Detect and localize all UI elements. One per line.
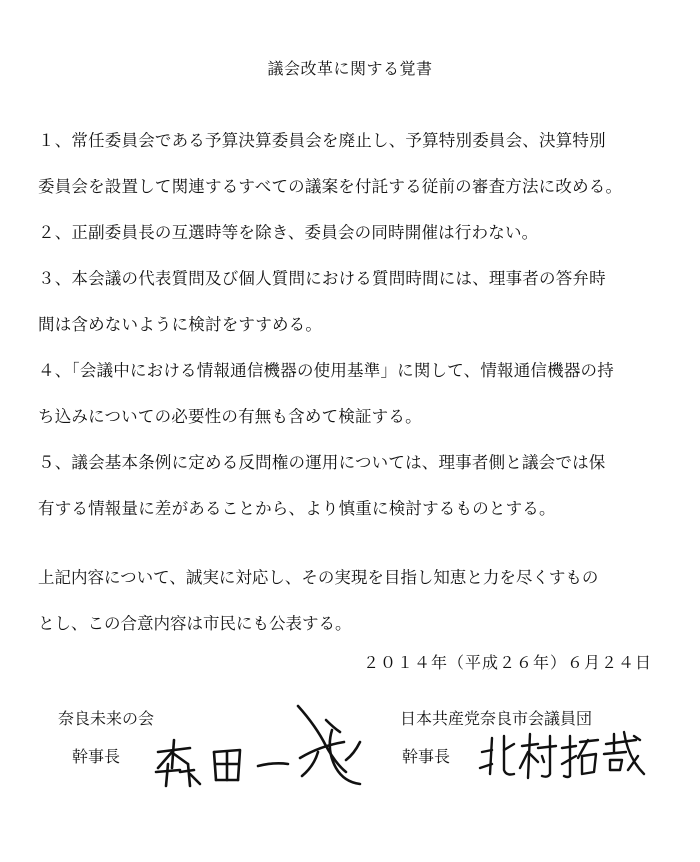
agreement-items [38, 118, 668, 532]
item-line: ち込みについての必要性の有無も含めて検証する。 [38, 407, 422, 426]
agreement-item-3 [38, 256, 668, 348]
item-line: ３、本会議の代表質問及び個人質問における質問時間には、理事者の答弁時 [38, 269, 606, 288]
right-role-label: 幹事長 [402, 747, 451, 766]
agreement-item-5 [38, 440, 668, 532]
left-signature-drawing [150, 702, 370, 788]
item-line: 委員会を設置して関連するすべての議案を付託する従前の審査方法に改める。 [38, 177, 623, 196]
item-line: 間は含めないように検討をすすめる。 [38, 315, 323, 334]
agreement-date: ２０１４年（平成２６年）６月２４日 [362, 653, 652, 672]
closing-line: とし、この合意内容は市民にも公表する。 [38, 614, 352, 633]
right-party-name: 日本共産党奈良市会議員団 [400, 709, 593, 728]
right-signature [478, 728, 648, 784]
document-title: 議会改革に関する覚書 [267, 59, 433, 78]
agreement-item-1 [38, 118, 668, 210]
closing-line: 上記内容について、誠実に対応し、その実現を目指し知恵と力を尽くすもの [38, 568, 599, 587]
item-line: ２、正副委員長の互選時等を除き、委員会の同時開催は行わない。 [38, 223, 539, 242]
item-line: ４、「会議中における情報通信機器の使用基準」に関して、情報通信機器の持 [38, 361, 614, 380]
left-signature [150, 702, 370, 788]
left-party-name: 奈良未来の会 [58, 709, 155, 728]
agreement-item-4 [38, 348, 668, 440]
right-signature-drawing [478, 728, 648, 784]
closing-statement [38, 555, 668, 647]
item-line: １、常任委員会である予算決算委員会を廃止し、予算特別委員会、決算特別 [38, 131, 606, 150]
left-role-label: 幹事長 [72, 747, 121, 766]
item-line: ５、議会基本条例に定める反問権の運用については、理事者側と議会では保 [38, 453, 606, 472]
item-line: 有する情報量に差があることから、より慎重に検討するものとする。 [38, 499, 556, 518]
agreement-item-2 [38, 210, 668, 256]
